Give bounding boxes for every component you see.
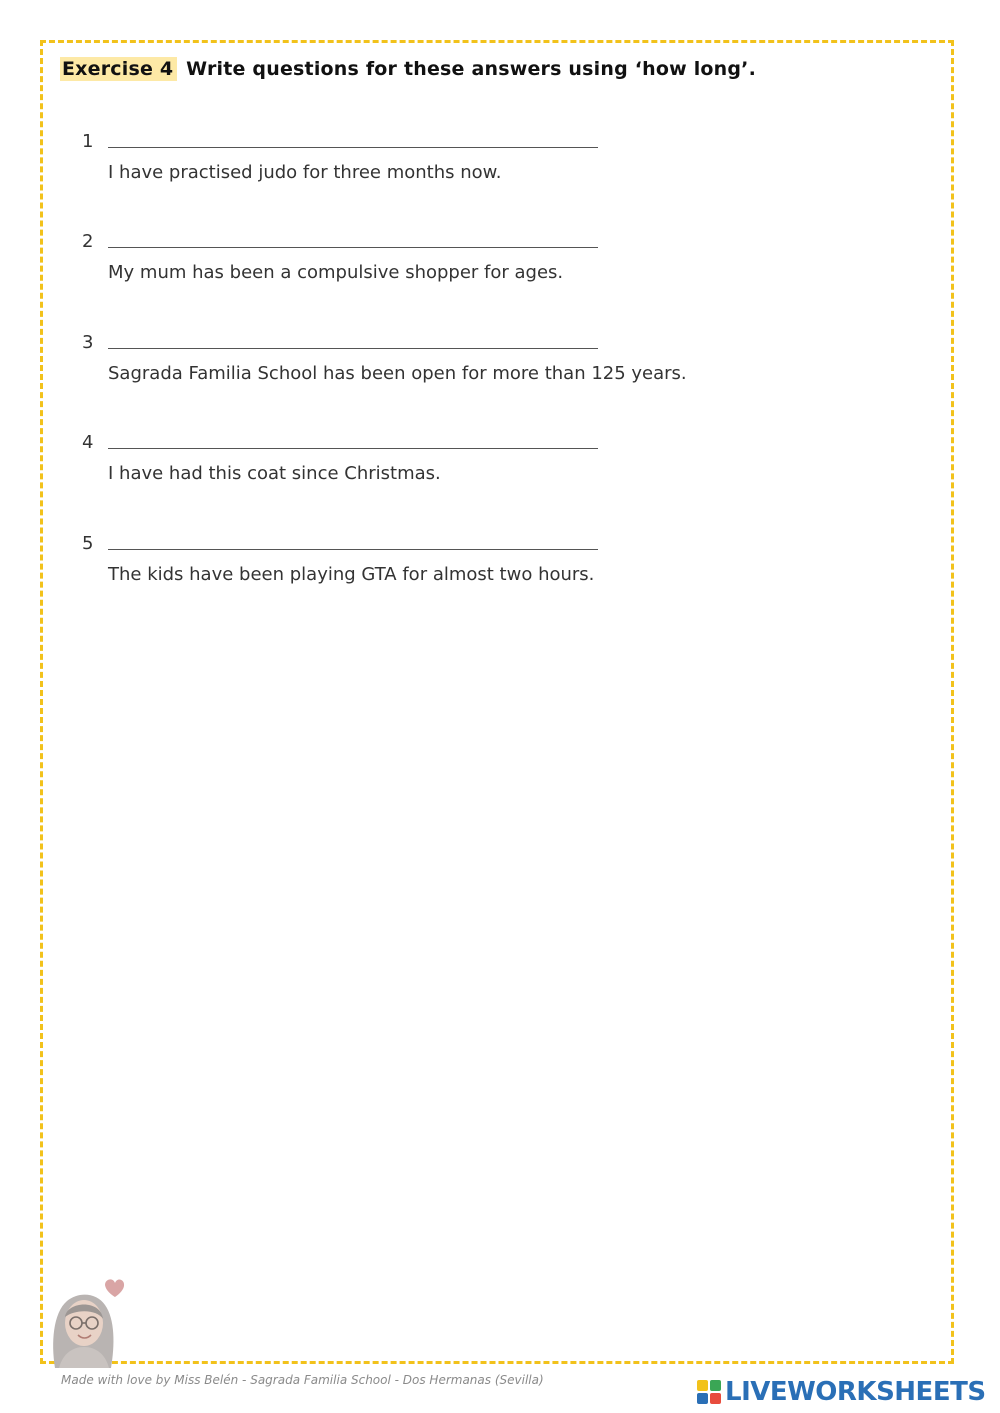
exercise-title	[60, 58, 756, 80]
footer-credit: Made with love by Miss Belén - Sagrada Familia School - Dos Hermanas (Sevilla)	[61, 1373, 544, 1387]
brand-name: LIVEWORKSHEETS	[725, 1377, 986, 1407]
item-number: 3	[82, 332, 94, 353]
item-number: 1	[82, 131, 94, 152]
item-number: 4	[82, 432, 94, 453]
question-item-2	[80, 231, 900, 301]
exercise-instruction: Write questions for these answers using ‘how long’.	[186, 58, 757, 80]
answer-blank-line[interactable]	[108, 147, 598, 148]
given-answer: My mum has been a compulsive shopper for ages.	[108, 262, 564, 283]
item-number: 5	[82, 533, 94, 554]
logo-tiles-icon	[697, 1380, 721, 1404]
question-item-5	[80, 533, 900, 603]
question-item-4	[80, 432, 900, 502]
answer-blank-line[interactable]	[108, 549, 598, 550]
answer-blank-line[interactable]	[108, 348, 598, 349]
given-answer: I have practised judo for three months now.	[108, 162, 502, 183]
given-answer: Sagrada Familia School has been open for more than 125 years.	[108, 363, 687, 384]
exercise-label: Exercise 4	[60, 57, 177, 81]
question-item-1	[80, 131, 900, 201]
question-item-3	[80, 332, 900, 402]
given-answer: The kids have been playing GTA for almost two hours.	[108, 564, 595, 585]
item-number: 2	[82, 231, 94, 252]
answer-blank-line[interactable]	[108, 448, 598, 449]
answer-blank-line[interactable]	[108, 247, 598, 248]
given-answer: I have had this coat since Christmas.	[108, 463, 441, 484]
liveworksheets-logo[interactable]	[697, 1377, 986, 1407]
teacher-avatar-icon	[45, 1273, 125, 1368]
